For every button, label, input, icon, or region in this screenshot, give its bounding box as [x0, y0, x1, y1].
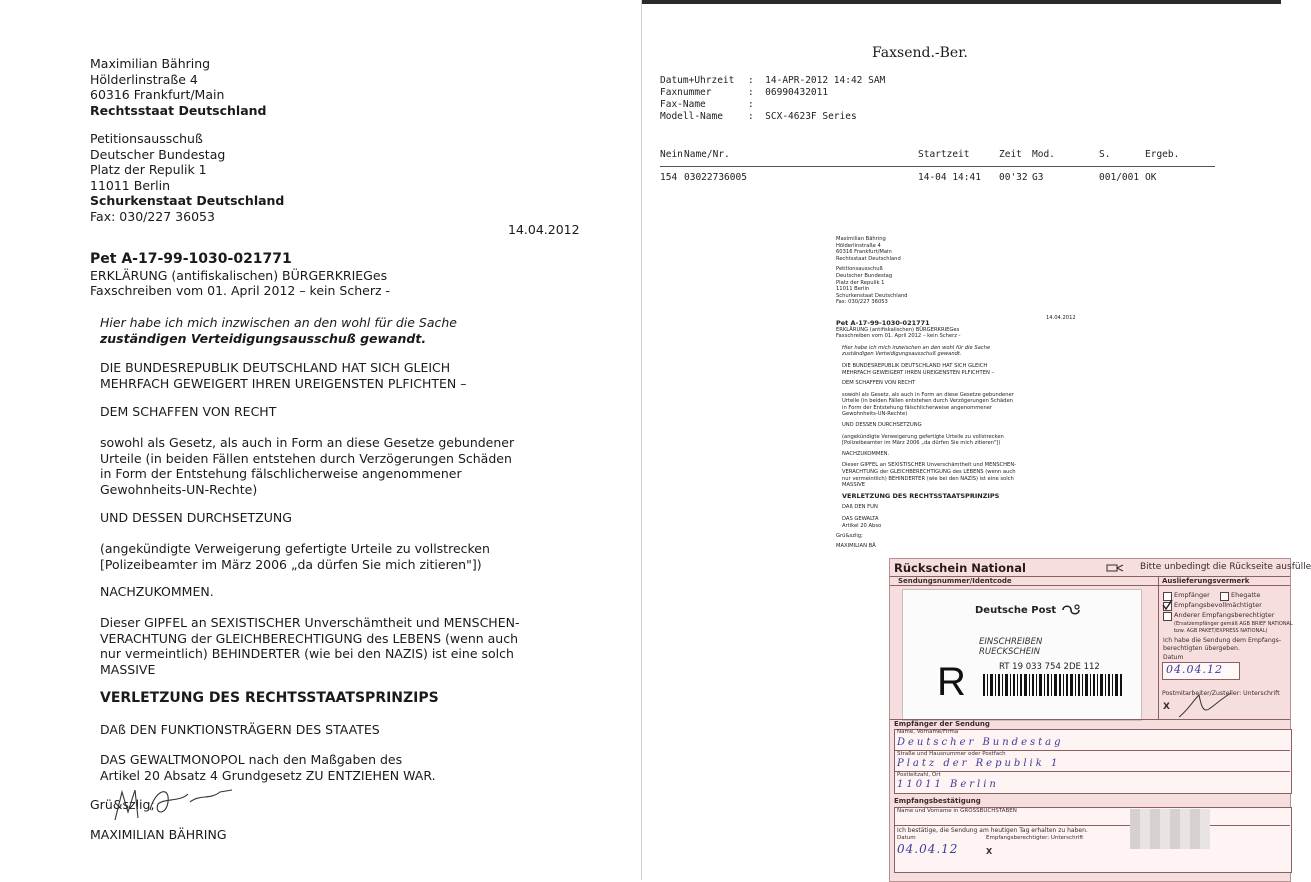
- mini-line: Hölderlinstraße 4: [836, 242, 881, 249]
- option-bevollmaechtigter-label: Empfangsbevollmächtigter: [1174, 601, 1262, 609]
- mini-line: [Polizeibeamter im März 2006 „da dürfen Sie mich zitieren"]): [842, 440, 1001, 447]
- ort-value[interactable]: 11011 Berlin: [897, 779, 999, 790]
- receipt-subheader-rule: [890, 585, 1290, 586]
- bestaetige-text: Ich bestätige, die Sendung am heutigen Tag erhalten zu haben.: [897, 827, 1088, 834]
- paragraph-line: sowohl als Gesetz, als auch in Form an diese Gesetze gebundener: [100, 435, 515, 450]
- fax-field-row: Modell-Name : SCX-4623F Series: [660, 111, 857, 122]
- mitarbeiter-x: X: [1163, 702, 1170, 712]
- mini-line: Deutscher Bundestag: [836, 272, 893, 279]
- letter-date: 14.04.2012: [508, 222, 580, 237]
- paragraph-2: DEM SCHAFFEN VON RECHT: [100, 404, 277, 419]
- empfaenger-header: Empfänger der Sendung: [894, 720, 990, 728]
- mini-p3: [842, 392, 1076, 418]
- paragraph-6: NACHZUKOMMEN.: [100, 584, 214, 599]
- datum2-label: Datum: [897, 835, 916, 841]
- mini-line: Maximilian Bähring: [836, 236, 886, 242]
- mini-recipient: [836, 266, 1076, 306]
- paragraph-line: Artikel 20 Absatz 4 Grundgesetz ZU ENTZIEHEN WAR.: [100, 767, 436, 783]
- confirm-line-1: Ich habe die Sendung dem Empfangs-: [1163, 637, 1282, 644]
- mini-ref: Pet A-17-99-1030-021771: [836, 318, 930, 327]
- sender-block: [90, 56, 266, 118]
- closing-greeting: Grü&szlig;: [90, 797, 155, 812]
- mini-p1: [842, 363, 1076, 376]
- barcode: [983, 674, 1123, 696]
- mini-fax-ref: Faxschreiben vom 01. April 2012 – kein Scherz -: [836, 333, 961, 340]
- confirm-line-2: berechtigten übergeben.: [1163, 645, 1240, 652]
- option-anderer-checkbox[interactable]: [1163, 612, 1172, 621]
- paragraph-7: [100, 615, 519, 677]
- mini-signature-name: MAXIMILIAN BÄ: [836, 542, 876, 549]
- fax-reference: Faxschreiben vom 01. April 2012 – kein Scherz -: [90, 283, 391, 298]
- scan-edge: [642, 0, 1281, 4]
- postage-label: [902, 589, 1142, 721]
- fax-field-row: Datum+Uhrzeit : 14-APR-2012 14:42 SAM: [660, 75, 886, 86]
- rueckschein-text: RUECKSCHEIN: [979, 647, 1040, 657]
- sendungsnummer-label: Sendungsnummer/Identcode: [898, 577, 1012, 585]
- mini-line: Rechtsstaat Deutschland: [836, 255, 901, 262]
- subject-line: ERKLÄRUNG (antifiskalischen) BÜRGERKRIEGes: [90, 268, 388, 283]
- mini-line: Schurkenstaat Deutschland: [836, 292, 908, 299]
- mini-line: sowohl als Gesetz, als auch in Form an diese Gesetze gebundener: [842, 391, 1014, 398]
- recipient-line: Deutscher Bundestag: [90, 146, 226, 162]
- grossbuchstaben-label: Name und Vorname in GROSSBUCHSTABEN: [897, 808, 1017, 814]
- mini-line: Platz der Repulik 1: [836, 279, 885, 286]
- ersatz-note-1: (Ersatzempfänger gemäß AGB BRIEF NATIONAL: [1174, 621, 1293, 627]
- mini-line: in Form der Entstehung fälschlicherweise angenommener: [842, 404, 993, 411]
- paragraph-line: [Polizeibeamter im März 2006 „da dürfen Sie mich zitieren"]): [100, 556, 482, 572]
- mini-p6: NACHZUKOMMEN.: [842, 450, 890, 457]
- paragraph-line: DAS GEWALTMONOPOL nach den Maßgaben des: [100, 752, 403, 767]
- mini-p5: [842, 434, 1076, 447]
- sender-country: Rechtsstaat Deutschland: [90, 102, 267, 118]
- paragraph-line: in Form der Entstehung fälschlicherweise angenommener: [100, 466, 462, 481]
- strasse-label: Straße und Hausnummer oder Postfach: [897, 751, 1006, 757]
- mini-p4: UND DESSEN DURCHSETZUNG: [842, 422, 922, 429]
- mini-line: zuständigen Verteidigungsausschuß gewandt.: [842, 351, 962, 358]
- fax-report-page: Faxsend.-Ber. Datum+Uhrzeit : 14-APR-2012 14:42 SAM Faxnummer : 06990432011 Fax-Name : Modell-Name : SCX-4623F Series Nein Name/Nr. Startzeit Zeit Mod. S. Ergeb. 154 03022736005 14-04 14:41 00'32 G3 001/001 OK Maximilian Bähring Hölderlinstraße 4 60316 Frankfurt/Main Rechtsstaat Deutschland Petitionsausschuß Deutscher Bundestag Platz der Repulik 1 11011 Berlin Schurkenstaat Deutschland Fax: 030/227 36053 Pet A-17-99-1030-021771 ERKLÄRUNG (antifiskalischen) BÜRGERKRIEGes Faxschreiben vom 01. April 2012 – kein Scherz - Hier habe ich mich inzwischen an den wohl für die Sache zuständigen Verteidigungsausschuß gewandt. DIE BUNDESREPUBLIK DEUTSCHLAND HAT SICH GLEICH MEHRFACH GEWEIGERT IHREN UREIGENSTEN PLFICHTEN – DEM SCHAFFEN VON RECHT sowohl als Gesetz, als auch in Form an diese Gesetze gebundener Urteile (in beiden Fällen entstehen durch Verzögerungen Schäden in Form der Entstehung fälschlicherweise angenommener Gewohnheits-UN-Rechte) UND DESSEN DURCHSETZUNG (angekündigte Verweigerung gefertigte Urteile zu vollstrecken [Polizeibeamter im März 2006 „da dürfen Sie mich zitieren"]) NACHZUKOMMEN. Dieser GIPFEL an SEXISTISCHER Unverschämtheit und MENSCHEN- VERACHTUNG der GLEICHBERECHTIGUNG des LEBENS (wenn auch nur vermeintlich) BEHINDERTER (wie bei den NAZIS) ist eine solch MASSIVE VERLETZUNG DES RECHTSSTAATSPRINZIPS DAß DEN FUN DAS GEWALTA Artikel 20 Abso Grü&szlig; MAXIMILIAN BÄ 14.04.2012 Rückschein National Bitte unbedingt die Rückseite ausfülle Sendungsnummer/Identcode Deutsche Post EINSCHREIBEN RUECKSCHEIN R RT 19 033 754 2DE 112 Auslieferungsvermerk Empfänger Ehegatte Empfangsbevollmächtigter Anderer Empfangsberechtigter (Ersatzempfänger gemäß AGB BRIEF NATIONAL bzw. AGB PAKET/EXPRESS NATIONAL) Ich habe die Sendung dem Empfangs- berechtigten übergeben. Datum 04.04.12 Postmitarbeiter/Zusteller: Unterschrift X Empfänger der Sendung Name, Vorname/Firma Deutscher Bundestag Straße und Hausnummer oder Postfach Platz der Republik 1 Postleitzahl, Ort 11011 Berlin Empfangsbestätigung Name und Vorname in GROSSBUCHSTABEN Ich bestätige, die Sendung am heutigen Tag erhalten zu haben. Datum 04.04.12 Empfangsberechtigter: Unterschrift X: [641, 0, 1281, 880]
- datum2-value[interactable]: 04.04.12: [897, 842, 959, 856]
- mini-p2: DEM SCHAFFEN VON RECHT: [842, 380, 916, 387]
- unterschrift-x: X: [986, 847, 993, 856]
- recipient-line: Petitionsausschuß: [90, 131, 203, 146]
- fax-report-title: Faxsend.-Ber.: [872, 45, 968, 61]
- datum-value: 04.04.12: [1166, 663, 1223, 676]
- mini-sender: [836, 236, 1076, 262]
- mini-line: Petitionsausschuß: [836, 266, 883, 273]
- intro-paragraph: [100, 315, 457, 346]
- petition-reference: Pet A-17-99-1030-021771: [90, 251, 292, 267]
- mini-subject: ERKLÄRUNG (antifiskalischen) BÜRGERKRIEGes: [836, 326, 960, 333]
- ort-label: Postleitzahl, Ort: [897, 772, 941, 778]
- mini-p10: [842, 516, 1076, 529]
- handwritten-signature: [110, 780, 240, 830]
- option-empfaenger-label: Empfänger: [1174, 591, 1210, 599]
- einschreiben-text: EINSCHREIBEN: [979, 637, 1043, 647]
- return-receipt-card: [889, 558, 1311, 882]
- mini-line: Dieser GIPFEL an SEXISTISCHER Unverschämtheit und MENSCHEN-: [842, 462, 1017, 469]
- mini-line: MEHRFACH GEWEIGERT IHREN UREIGENSTEN PLFICHTEN –: [842, 369, 995, 376]
- paragraph-line: VERACHTUNG der GLEICHBERECHTIGUNG des LEBENS (wenn auch: [100, 630, 519, 646]
- mini-intro: [842, 345, 1076, 358]
- mini-line: Artikel 20 Abso: [842, 522, 882, 529]
- option-ehegatte-label: Ehegatte: [1231, 591, 1261, 599]
- paragraph-10: [100, 752, 436, 783]
- paragraph-line: (angekündigte Verweigerung gefertigte Urteile zu vollstrecken: [100, 541, 490, 556]
- paragraph-line: MASSIVE: [100, 661, 156, 677]
- strasse-value[interactable]: Platz der Republik 1: [897, 758, 1061, 769]
- redacted-signature: [1130, 809, 1210, 849]
- receipt-title: Rückschein National: [894, 561, 1026, 575]
- mini-line: DIE BUNDESREPUBLIK DEUTSCHLAND HAT SICH GLEICH: [842, 362, 988, 369]
- fax-field-row: Faxnummer : 06990432011: [660, 87, 829, 98]
- paragraph-line: DIE BUNDESREPUBLIK DEUTSCHLAND HAT SICH GLEICH: [100, 360, 451, 375]
- paragraph-8: VERLETZUNG DES RECHTSSTAATSPRINZIPS: [100, 690, 439, 706]
- paragraph-4: UND DESSEN DURCHSETZUNG: [100, 510, 292, 525]
- mini-p8: VERLETZUNG DES RECHTSSTAATSPRINZIPS: [842, 491, 1000, 500]
- barcode-scanner-icon: [1106, 563, 1124, 573]
- mini-date: 14.04.2012: [1046, 315, 1076, 321]
- paragraph-5: [100, 541, 490, 572]
- mini-closing: Grü&szlig;: [836, 533, 863, 540]
- paragraph-1: [100, 360, 467, 391]
- fax-field-row: Fax-Name :: [660, 99, 766, 110]
- mitarbeiter-label: Postmitarbeiter/Zusteller: Unterschrift: [1162, 690, 1280, 697]
- paragraph-9: DAß DEN FUNKTIONSTRÄGERN DES STAATES: [100, 722, 380, 737]
- mini-line: VERACHTUNG der GLEICHBERECHTIGUNG des LEBENS (wenn auch: [842, 469, 1016, 476]
- paragraph-line: Gewohnheits-UN-Rechte): [100, 481, 258, 497]
- mini-line: Urteile (in beiden Fällen entstehen durch Verzögerungen Schäden: [842, 398, 1013, 405]
- mini-line: nur vermeintlich) BEHINDERTER (wie bei den NAZIS) ist eine solch: [842, 475, 1014, 482]
- mini-letter-copy: [836, 236, 1076, 549]
- post-horn-icon: [1061, 603, 1081, 617]
- mini-line: Hier habe ich mich inzwischen an den wohl für die Sache: [842, 344, 991, 351]
- recipient-line: Schurkenstaat Deutschland: [90, 193, 285, 208]
- mini-line: MASSIVE: [842, 482, 865, 489]
- bestaetigung-rule: [894, 825, 1290, 826]
- auslieferung-divider: [1158, 576, 1159, 719]
- option-ehegatte-checkbox[interactable]: [1220, 592, 1229, 601]
- sender-city: 60316 Frankfurt/Main: [90, 87, 225, 102]
- mini-line: Fax: 030/227 36053: [836, 299, 888, 306]
- checkmark-icon: [1161, 599, 1173, 611]
- courier-signature: [1175, 687, 1235, 721]
- paragraph-3: [100, 435, 514, 497]
- name-value[interactable]: Deutscher Bundestag: [897, 737, 1064, 748]
- mini-line: 60316 Frankfurt/Main: [836, 249, 892, 256]
- mini-p7: [842, 462, 1076, 488]
- intro-line: Hier habe ich mich inzwischen an den wohl für die Sache: [100, 315, 457, 330]
- paragraph-line: nur vermeintlich) BEHINDERTER (wie bei den NAZIS) ist eine solch: [100, 646, 514, 661]
- sender-name: Maximilian Bähring: [90, 56, 211, 71]
- paragraph-line: Urteile (in beiden Fällen entstehen durch Verzögerungen Schäden: [100, 450, 512, 466]
- mini-line: DAS GEWALTA: [842, 516, 879, 522]
- bestaetigung-header: Empfangsbestätigung: [894, 797, 981, 805]
- sender-street: Hölderlinstraße 4: [90, 71, 198, 87]
- registered-mark: R: [937, 660, 966, 704]
- paragraph-line: Dieser GIPFEL an SEXISTISCHER Unverschämtheit und MENSCHEN-: [100, 615, 520, 630]
- recipient-line: Fax: 030/227 36053: [90, 208, 215, 224]
- intro-line: zuständigen Verteidigungsausschuß gewandt.: [100, 330, 427, 346]
- deutsche-post-brand: Deutsche Post: [975, 605, 1057, 616]
- mini-line: 11011 Berlin: [836, 286, 870, 293]
- paragraph-line: MEHRFACH GEWEIGERT IHREN UREIGENSTEN PLFICHTEN –: [100, 375, 467, 391]
- unterschrift-label: Empfangsberechtigter: Unterschrift: [986, 835, 1084, 841]
- mini-p9: DAß DEN FUN: [842, 504, 878, 511]
- recipient-line: 11011 Berlin: [90, 177, 171, 193]
- signature-name: MAXIMILIAN BÄHRING: [90, 827, 227, 842]
- bestaetigung-box: [894, 807, 1292, 873]
- option-anderer-label: Anderer Empfangsberechtigter: [1174, 611, 1275, 619]
- mini-line: Gewohnheits-UN-Rechte): [842, 411, 908, 418]
- fax-fields: [660, 75, 885, 123]
- tracking-number: RT 19 033 754 2DE 112: [999, 662, 1100, 672]
- mini-line: (angekündigte Verweigerung gefertigte Urteile zu vollstrecken: [842, 433, 1004, 440]
- empfaenger-rule: [894, 771, 1290, 772]
- receipt-header-note: Bitte unbedingt die Rückseite ausfülle: [1140, 562, 1311, 572]
- recipient-line: Platz der Repulik 1: [90, 162, 207, 177]
- ersatz-note-2: bzw. AGB PAKET/EXPRESS NATIONAL): [1174, 628, 1268, 634]
- table-rule: [660, 166, 1215, 167]
- recipient-block: [90, 131, 284, 224]
- auslieferung-label: Auslieferungsvermerk: [1162, 577, 1250, 585]
- letter-page: [0, 0, 640, 880]
- name-label: Name, Vorname/Firma: [897, 729, 959, 735]
- datum-label: Datum: [1163, 654, 1184, 661]
